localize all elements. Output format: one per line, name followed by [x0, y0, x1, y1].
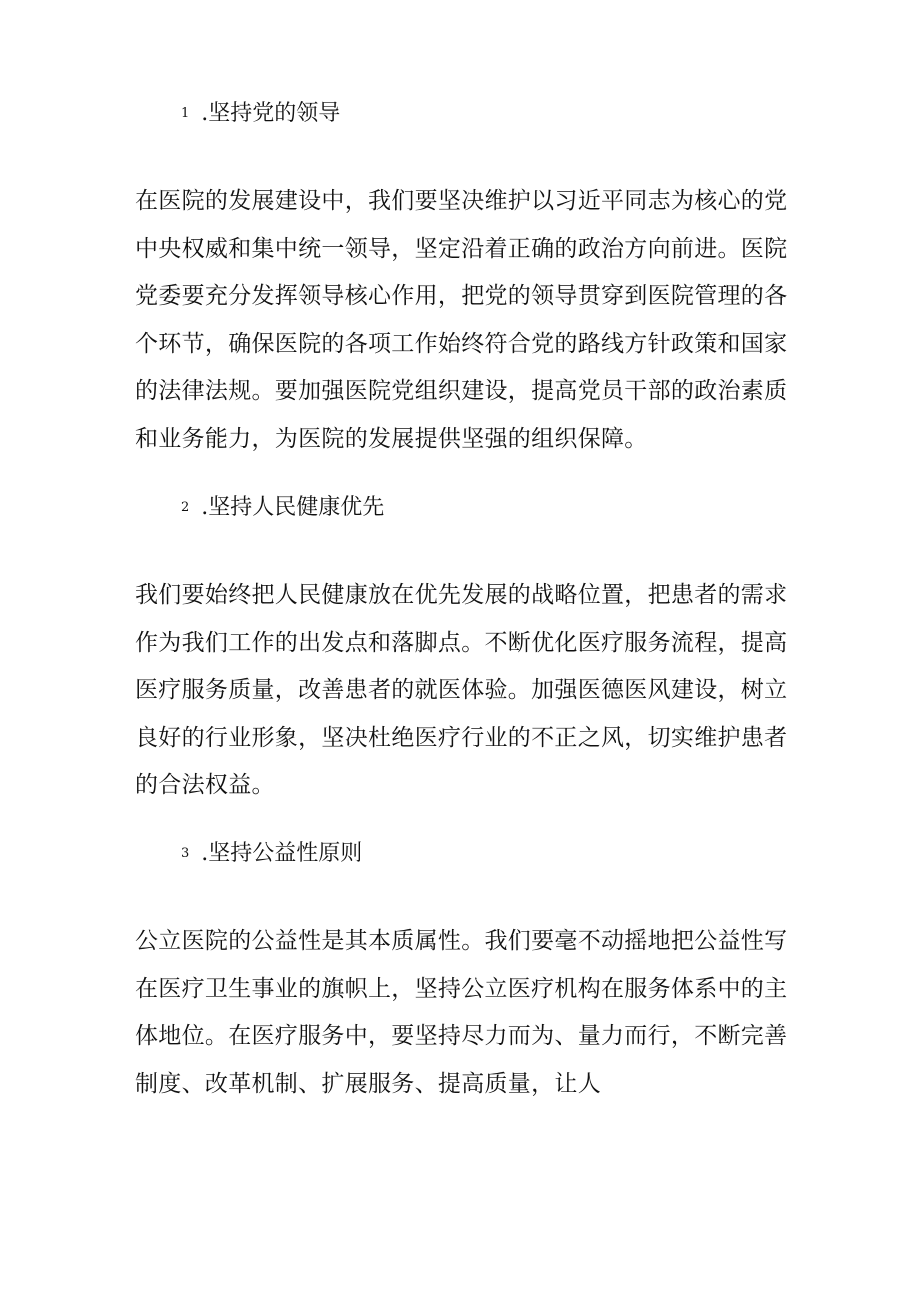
section-paragraph-3: [135, 918, 788, 1108]
paragraph-line: 良好的行业形象，坚决杜绝医疗行业的不正之风，切实维护患者: [135, 724, 788, 751]
section-heading-1: [181, 97, 340, 131]
section-number: 1: [181, 106, 190, 121]
section-number: 3: [181, 846, 190, 861]
section-heading-3: [181, 837, 362, 871]
paragraph-line: 个环节，确保医院的各项工作始终符合党的路线方针政策和国家: [135, 330, 788, 357]
section-title: .坚持公益性原则: [201, 841, 363, 866]
paragraph-line: 医疗服务质量，改善患者的就医体验。加强医德医风建设，树立: [135, 677, 788, 703]
paragraph-line: 党委要充分发挥领导核心作用，把党的领导贯穿到医院管理的各: [135, 283, 788, 309]
paragraph-line: 的合法权益。: [135, 772, 275, 798]
section-number: 2: [181, 500, 190, 515]
paragraph-line: 的法律法规。要加强医院党组织建设，提高党员干部的政治素质: [135, 378, 788, 404]
paragraph-line: 公立医院的公益性是其本质属性。我们要毫不动摇地把公益性写: [135, 928, 788, 954]
paragraph-line: 在医疗卫生事业的旗帜上，坚持公立医疗机构在服务体系中的主: [135, 975, 788, 1002]
paragraph-line: 体地位。在医疗服务中，要坚持尽力而为、量力而行，不断完善: [135, 1023, 788, 1049]
paragraph-line: 作为我们工作的出发点和落脚点。不断优化医疗服务流程，提高: [135, 629, 788, 656]
section-title: .坚持党的领导: [201, 101, 341, 126]
paragraph-line: 中央权威和集中统一领导，坚定沿着正确的政治方向前进。医院: [135, 235, 788, 262]
section-heading-2: [181, 491, 384, 525]
section-paragraph-1: [135, 178, 788, 463]
paragraph-line: 制度、改革机制、扩展服务、提高质量，让人: [135, 1070, 601, 1097]
paragraph-line: 我们要始终把人民健康放在优先发展的战略位置，把患者的需求: [135, 582, 788, 608]
paragraph-line: 在医院的发展建设中，我们要坚决维护以习近平同志为核心的党: [135, 188, 788, 214]
section-title: .坚持人民健康优先: [201, 495, 385, 520]
section-paragraph-2: [135, 572, 788, 810]
paragraph-line: 和业务能力，为医院的发展提供坚强的组织保障。: [135, 425, 648, 452]
